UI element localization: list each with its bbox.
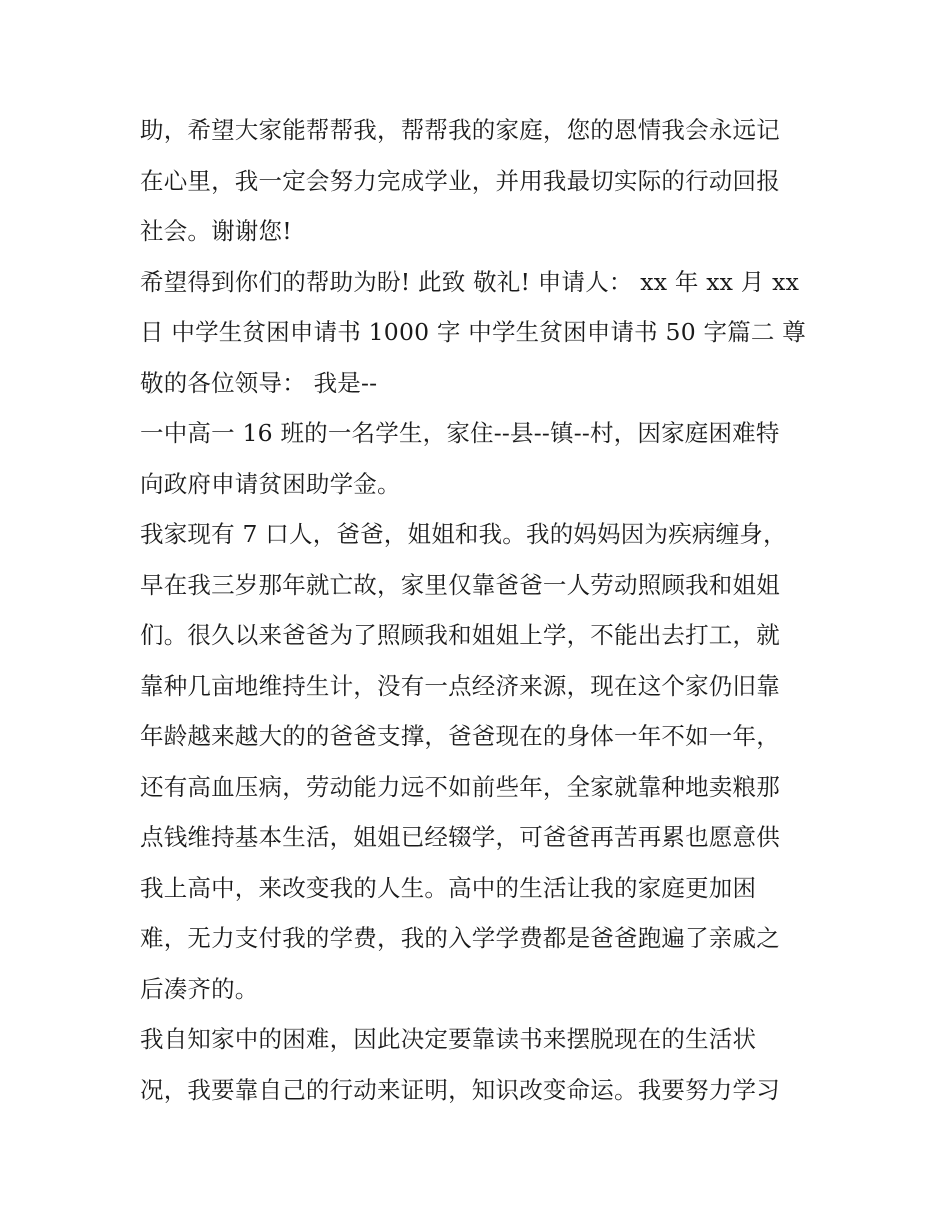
text-line: 们。很久以来爸爸为了照顾我和姐姐上学，不能出去打工，就 [140, 621, 780, 649]
text-line: 还有高血压病，劳动能力远不如前些年，全家就靠种地卖粮那 [140, 772, 780, 801]
text-line: 况，我要靠自己的行动来证明，知识改变命运。我要努力学习 [140, 1075, 780, 1104]
paragraph [140, 257, 820, 409]
text-line: 早在我三岁那年就亡故，家里仅靠爸爸一人劳动照顾我和姐姐 [140, 570, 780, 599]
text-line: 社会。谢谢您! [140, 217, 292, 245]
paragraph [140, 408, 820, 509]
text-line: 向政府申请贫困助学金。 [140, 469, 401, 498]
text-line: 难，无力支付我的学费，我的入学学费都是爸爸跑遍了亲戚之 [140, 924, 780, 952]
text-line: 我家现有 7 口人，爸爸，姐姐和我。我的妈妈因为疾病缠身， [140, 520, 787, 548]
text-line: 敬的各位领导： 我是-- [140, 368, 378, 397]
text-line: 年龄越来越大的的爸爸支撑，爸爸现在的身体一年不如一年， [140, 722, 780, 750]
text-line: 助，希望大家能帮帮我，帮帮我的家庭，您的恩情我会永远记 [140, 116, 780, 144]
text-line: 点钱维持基本生活，姐姐已经辍学，可爸爸再苦再累也愿意供 [140, 823, 780, 851]
text-line: 日 中学生贫困申请书 1000 字 中学生贫困申请书 50 字篇二 尊 [140, 318, 806, 346]
document-body [140, 105, 820, 1115]
paragraph [140, 1014, 820, 1115]
paragraph [140, 105, 820, 257]
text-line: 在心里，我一定会努力完成学业，并用我最切实际的行动回报 [140, 166, 780, 195]
text-line: 靠种几亩地维持生计，没有一点经济来源，现在这个家仍旧靠 [140, 671, 780, 700]
text-line: 后凑齐的。 [140, 974, 259, 1003]
text-line: 一中高一 16 班的一名学生，家住--县--镇--村，因家庭困难特 [140, 419, 780, 447]
text-line: 希望得到你们的帮助为盼! 此致 敬礼! 申请人： xx 年 xx 月 xx [140, 267, 800, 296]
text-line: 我自知家中的困难，因此决定要靠读书来摆脱现在的生活状 [140, 1025, 757, 1053]
paragraph [140, 509, 820, 1014]
text-line: 我上高中，来改变我的人生。高中的生活让我的家庭更加困 [140, 873, 757, 902]
